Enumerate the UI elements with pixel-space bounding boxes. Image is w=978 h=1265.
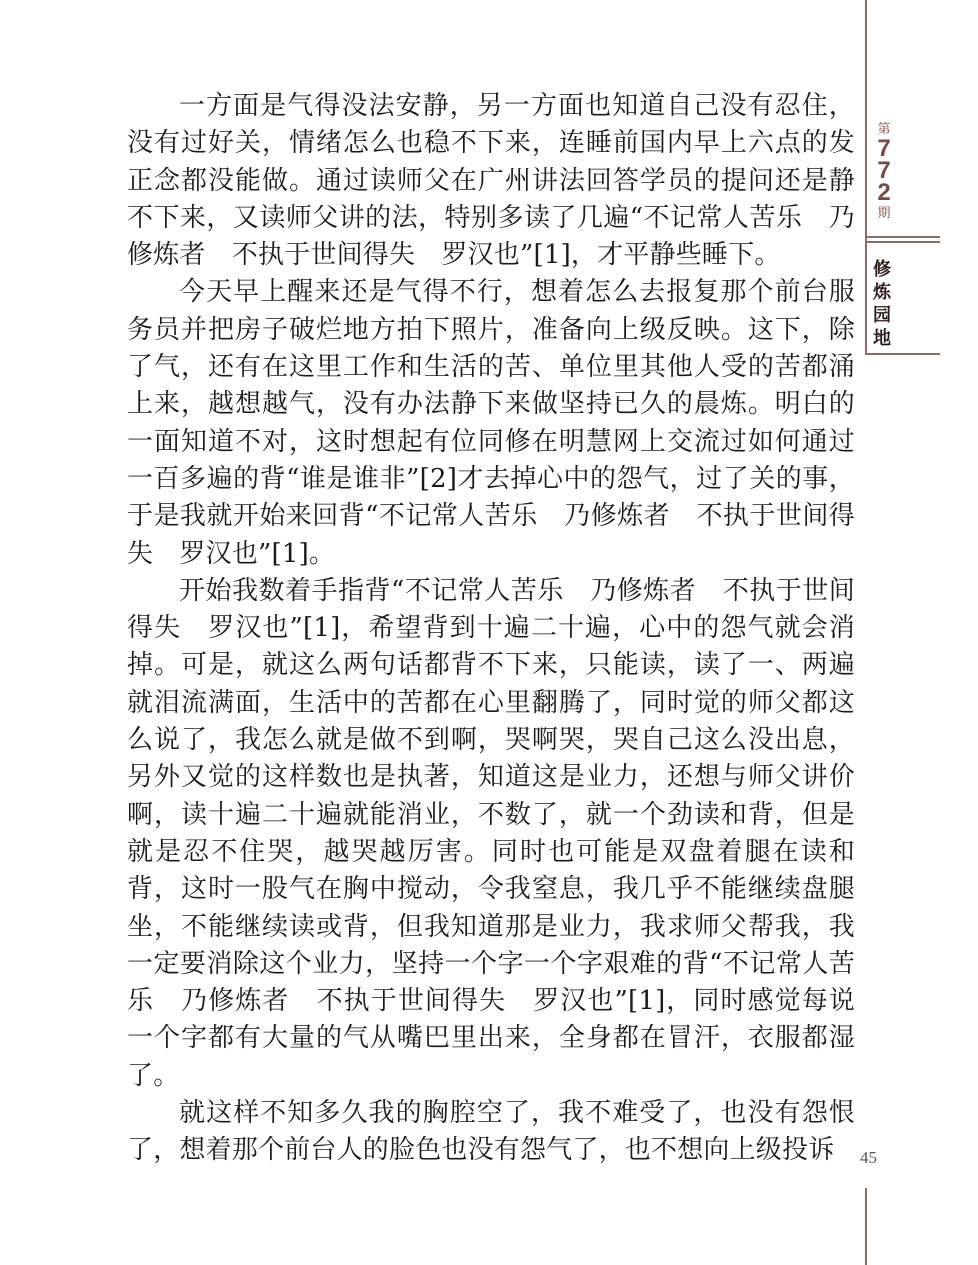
paragraph-1: 一方面是气得没法安静，另一方面也知道自己没有忍住，没有过好关，情绪怎么也稳不下来，连睡前国内早上六点的发正念都没能做。通过读师父在广州讲法回答学员的提问还是静不下来，又读师父讲的法，特别多读了几遍“不记常人苦乐 乃修炼者 不执于世间得失 罗汉也”[1]，才平静些睡下。 [127, 91, 855, 271]
issue-digit: 2 [877, 179, 891, 206]
sidebar-divider [867, 241, 940, 243]
issue-prefix: 第 [877, 121, 891, 136]
issue-suffix: 期 [877, 205, 891, 220]
section-title [871, 258, 893, 350]
paragraph-3: 开始我数着手指背“不记常人苦乐 乃修炼者 不执于世间得失 罗汉也”[1]，希望背到十遍二十遍，心中的怨气就会消掉。可是，就这么两句话都背不下来，只能读，读了一、两遍就泪流满面，生活中的苦都在心里翻腾了，同时觉的师父都这么说了，我怎么就是做不到啊，哭啊哭，哭自己这么没出息，另外又觉的这样数也是执著，知道这是业力，还想与师父讲价啊，读十遍二十遍就能消业，不数了，就一个劲读和背，但是就是忍不住哭，越哭越厉害。同时也可能是双盘着腿在读和背，这时一股气在胸中搅动，令我窒息，我几乎不能继续盘腿坐，不能继续读或背，但我知道那是业力，我求师父帮我，我一定要消除这个业力，坚持一个字一个字艰难的背“不记常人苦乐 乃修炼者 不执于世间得失 罗汉也”[1]，同时感觉每说一个字都有大量的气从嘴巴里出来，全身都在冒汗，衣服都湿了。 [127, 575, 855, 1091]
sidebar-divider [867, 236, 940, 238]
section-title-char: 地 [873, 328, 891, 348]
article-body [127, 88, 855, 1170]
page-number: 45 [860, 1148, 877, 1167]
issue-number-block [869, 120, 899, 222]
paragraph-4: 就这样不知多久我的胸腔空了，我不难受了，也没有怨恨了，想着那个前台人的脸色也没有怨气了，也不想向上级投诉 [127, 1098, 855, 1166]
section-title-char: 炼 [873, 282, 891, 302]
section-title-char: 园 [873, 305, 891, 325]
paragraph-2: 今天早上醒来还是气得不行，想着怎么去报复那个前台服务员并把房子破烂地方拍下照片，准备向上级反映。这下，除了气，还有在这里工作和生活的苦、单位里其他人受的苦都涌上来，越想越气，没有办法静下来做坚持已久的晨炼。明白的一面知道不对，这时想起有位同修在明慧网上交流过如何通过一百多遍的背“谁是谁非”[2]才去掉心中的怨气，过了关的事，于是我就开始来回背“不记常人苦乐 乃修炼者 不执于世间得失 罗汉也”[1]。 [127, 277, 855, 569]
sidebar-divider [867, 353, 940, 355]
issue-digit: 7 [877, 135, 891, 162]
section-title-char: 修 [873, 259, 891, 279]
issue-digit: 7 [877, 157, 891, 184]
sidebar-vertical-rule [865, 0, 867, 355]
sidebar-vertical-rule-bottom [865, 1188, 867, 1265]
